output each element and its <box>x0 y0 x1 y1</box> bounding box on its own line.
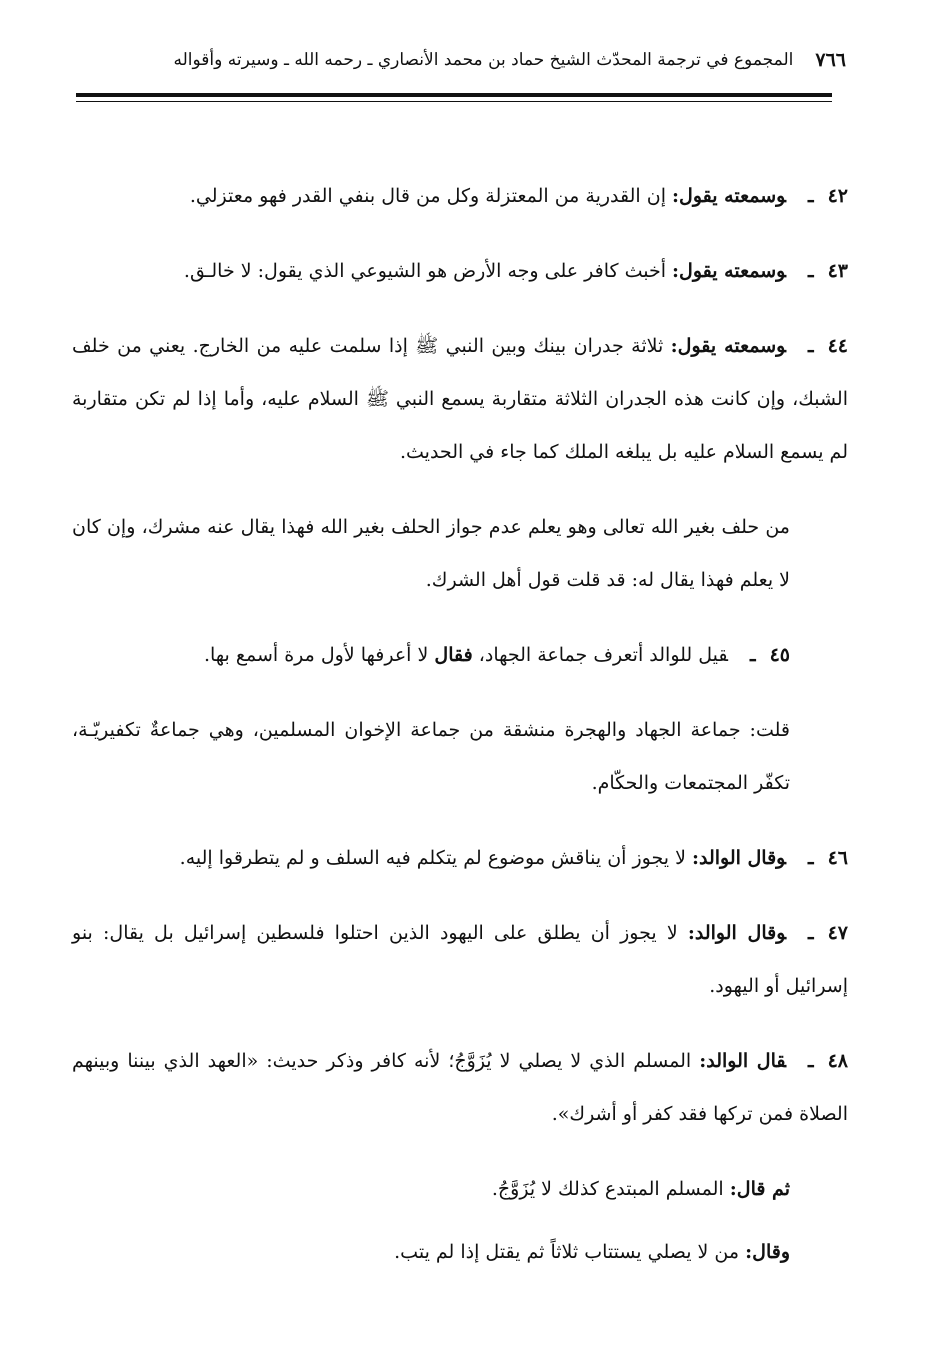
page-body <box>72 170 848 1289</box>
item-number: ٤٦ <box>827 847 848 869</box>
running-title: المجموع في ترجمة المحدّث الشيخ حماد بن محمد الأنصاري ـ رحمه الله ـ وسيرته وأقواله <box>173 50 794 70</box>
item-text: إن القدرية من المعتزلة وكل من قال بنفي القدر فهو معتزلي. <box>189 185 666 207</box>
item-text: المسلم المبتدع كذلك لا يُزَوَّجُ. <box>491 1178 724 1200</box>
item-lead: وقال: <box>745 1241 790 1263</box>
item-43 <box>72 245 848 298</box>
item-44 <box>72 320 848 479</box>
item-dash: ـ <box>808 185 814 207</box>
item-dash: ـ <box>750 644 756 666</box>
item-text: لا يجوز أن يطلق على اليهود الذين احتلوا فلسطين إسرائيل بل يقال: بنو إسرائيل أو اليهود. <box>72 922 848 997</box>
page-number: ٧٦٦ <box>815 49 846 71</box>
item-lead: ثم قال: <box>729 1178 790 1200</box>
item-dash: ـ <box>808 1050 814 1072</box>
item-dash: ـ <box>807 335 814 357</box>
item-48 <box>72 1035 848 1141</box>
item-lead: وسمعته يقول: <box>672 260 786 282</box>
item-lead: وسمعته يقول: <box>672 185 786 207</box>
item-lead: وسمعته يقول: <box>670 335 786 357</box>
item-text: من لا يصلي يستتاب ثلاثاً ثم يقتل إذا لم يتب. <box>394 1241 740 1263</box>
note-jihad: قلت: جماعة الجهاد والهجرة منشقة من جماعة الإخوان المسلمين، وهي جماعةٌ تكفيريّـة، تكفّر المجتمعات والحكّام. <box>72 719 790 794</box>
item-text: قيل للوالد أتعرف جماعة الجهاد، <box>478 644 728 666</box>
item-dash: ـ <box>808 922 814 944</box>
note-oath: من حلف بغير الله تعالى وهو يعلم عدم جواز الحلف بغير الله فهذا يقال عنه مشرك، وإن كان لا يعلم فهذا يقال له: قد قلت قول أهل الشرك. <box>72 516 790 591</box>
item-text: أخبث كافر على وجه الأرض هو الشيوعي الذي يقول: لا خالـق. <box>183 260 666 282</box>
item-lead: وقال الوالد: <box>687 922 787 944</box>
item-42 <box>72 170 848 223</box>
item-number: ٤٨ <box>827 1050 849 1072</box>
item-text: ثلاثة جدران بينك وبين النبي ﷺ إذا سلمت عليه من الخارج. يعني من خلف الشبك، وإن كانت هذه الجدران الثلاثة متقاربة يسمع النبي ﷺ السلام عليه، وأما إذا لم تكن متقاربة لم يسمع السلام عليه بل يبلغه الملك كما جاء في الحديث. <box>72 335 848 463</box>
item-dash: ـ <box>808 847 814 869</box>
item-46 <box>72 832 848 885</box>
page-header <box>170 40 846 80</box>
header-rule-thin <box>76 101 832 102</box>
item-45 <box>72 629 848 682</box>
item-47 <box>72 907 848 1013</box>
item-number: ٤٧ <box>827 922 849 944</box>
item-dash: ـ <box>808 260 814 282</box>
header-rule-thick <box>76 93 832 97</box>
and-said <box>72 1226 848 1279</box>
item-number: ٤٣ <box>827 260 848 282</box>
item-text: لا يجوز أن يناقش موضوع لم يتكلم فيه السلف و لم يتطرقوا إليه. <box>179 847 686 869</box>
item-number: ٤٢ <box>827 185 848 207</box>
item-text: المسلم الذي لا يصلي لا يُزَوَّجُ؛ لأنه كافر وذكر حديث: «العهد الذي بيننا وبينهم الصلاة فمن تركها فقد كفر أو أشرك». <box>72 1050 848 1125</box>
then-said <box>72 1163 848 1216</box>
item-text: لا أعرفها لأول مرة أسمع بها. <box>203 644 429 666</box>
item-number: ٤٥ <box>769 644 790 666</box>
item-number: ٤٤ <box>827 335 848 357</box>
item-lead: وقال الوالد: <box>691 847 786 869</box>
item-lead: فقال <box>434 644 473 666</box>
item-lead: قال الوالد: <box>699 1050 787 1072</box>
